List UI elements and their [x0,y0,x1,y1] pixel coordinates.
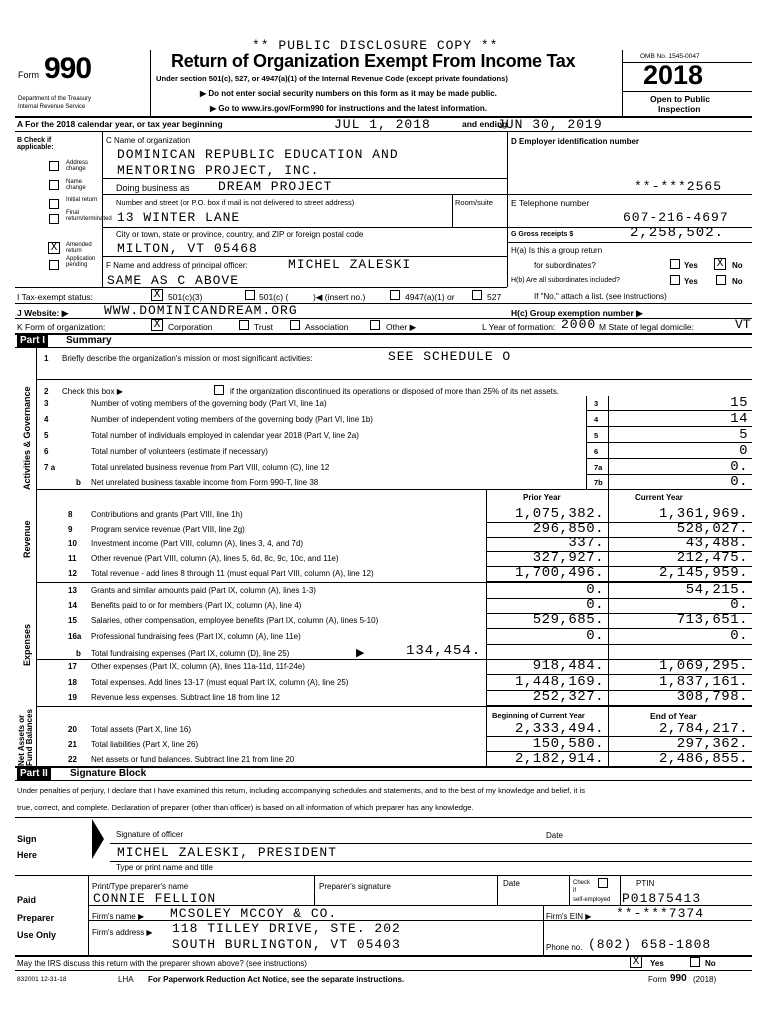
state-of-domicile-label: M State of legal domicile: [599,322,694,332]
expense-line-number: 13 [68,586,77,595]
ein-value: **-***2565 [634,179,723,194]
gov-line-box: 6 [594,447,599,456]
activities-governance-side-label: Activities & Governance [22,386,32,490]
group-return-label: H(a) Is this a group return [511,246,603,255]
revenue-line-label: Other revenue (Part VIII, column (A), lines 5, 6d, 8c, 9c, 10c, and 11e) [91,554,339,563]
form-of-organization-label: K Form of organization: [17,322,106,332]
firm-address-label: Firm's address ▶ [92,928,153,937]
preparer-sig-divider [497,875,498,905]
dba-rule [102,194,507,195]
type-name-label: Type or print name and title [116,863,213,872]
tax-year-begin: JUL 1, 2018 [334,117,431,132]
line-1-rule [36,379,752,380]
status-527-checkbox[interactable] [472,290,482,300]
revenue-side-label: Revenue [22,520,32,558]
instructions-notice: ▶ Go to www.irs.gov/Form990 for instructions and the latest information. [210,104,487,113]
gross-receipts-value: 2,258,502. [630,225,725,241]
expense-line-number: 16a [68,632,82,641]
sign-block-rule [15,875,752,876]
form-subtitle: Under section 501(c), 527, or 4947(a)(1) of the Internal Revenue Code (except private foundations) [156,74,508,83]
expense-line-rule [486,598,752,599]
net-assets-prior-value: 2,182,914. [514,751,604,767]
revenue-current-value: 528,027. [676,521,748,537]
net-assets-line-label: Net assets or fund balances. Subtract line 21 from line 20 [91,755,295,764]
expense-prior-value: 918,484. [532,658,604,674]
gov-line-rule [586,410,752,411]
amended-return-checkbox[interactable]: X [48,242,60,254]
initial-return-checkbox[interactable] [49,199,59,209]
revenue-prior-value: 337. [568,535,604,551]
expense-line-label: Total expenses. Add lines 13-17 (must equal Part IX, column (A), line 25) [91,678,349,687]
street-rule [102,227,507,228]
status-501c3-checkbox[interactable]: X [151,289,163,301]
department-line-1: Department of the Treasury [18,96,92,102]
officer-name-title: MICHEL ZALESKI, PRESIDENT [117,845,338,860]
firm-phone: (802) 658-1808 [588,937,712,952]
net-assets-current-value: 297,362. [676,736,748,752]
phone-value: 607-216-4697 [623,210,729,225]
footer-form-number: 990 [670,973,687,984]
irs-discuss-yes-checkbox[interactable]: X [630,956,642,968]
revenue-current-value: 43,488. [685,535,748,551]
line-16b-rule [36,659,752,660]
name-change-checkbox[interactable] [49,180,59,190]
line-2-number: 2 [44,387,49,396]
sign-here-arrow-icon [92,819,106,873]
net-assets-line-number: 20 [68,725,77,734]
if-label: if [573,888,576,894]
gov-line-value: 14 [730,411,748,427]
gov-line-label: Total number of volunteers (estimate if necessary) [91,447,268,456]
firm-name-label: Firm's name ▶ [92,912,145,921]
gov-line-value: 0. [730,459,748,475]
subordinates-yes-label: Yes [684,277,698,286]
expense-prior-value: 252,327. [532,689,604,705]
net-assets-line-number: 21 [68,740,77,749]
preparer-date-label: Date [503,879,520,888]
city-value: MILTON, VT 05468 [117,241,258,256]
self-employed-checkbox[interactable] [598,878,608,888]
preparer-signature-label: Preparer's signature [319,882,391,891]
expense-prior-value: 0. [586,582,604,598]
expense-line-label: Salaries, other compensation, employee benefits (Part IX, column (A), lines 5-10) [91,616,379,625]
line-k-rule [15,333,752,335]
preparer-left-divider [88,875,89,955]
net-assets-line-label: Total liabilities (Part X, line 26) [91,740,199,749]
part-2-rule [15,780,752,781]
name-change-label: Name change [66,179,86,191]
officer-name-line [110,861,752,862]
gov-line-value: 5 [739,427,748,443]
status-insert-no-label: )◀ (insert no.) [313,292,366,302]
revenue-prior-value: 1,075,382. [514,506,604,522]
part-1-title: Summary [66,335,112,346]
gov-line-number: 6 [44,447,49,456]
form-title: Return of Organization Exempt From Income Tax [171,51,576,71]
line-2-description: if the organization discontinued its operations or disposed of more than 25% of its net assets. [230,387,560,396]
status-501c-checkbox[interactable] [245,290,255,300]
inspection: Inspection [658,104,701,114]
and-ending-label: and ending [462,119,508,129]
line-16b-arrow: ▶ [356,647,365,659]
street-label: Number and street (or P.O. box if mail is not delivered to street address) [116,198,355,207]
line-16b-number: b [76,649,81,658]
revenue-prior-value: 327,927. [532,550,604,566]
line-1-label: Briefly describe the organization's mission or most significant activities: [62,354,313,363]
preparer-name: CONNIE FELLION [93,891,217,906]
irs-discuss-question: May the IRS discuss this return with the preparer shown above? (see instructions) [17,959,307,968]
revenue-line-label: Contributions and grants (Part VIII, line 1h) [91,510,243,519]
final-return-checkbox[interactable] [49,214,59,224]
revenue-bottom-rule [36,582,752,583]
status-527-label: 527 [487,292,502,302]
line-1-number: 1 [44,354,49,363]
revenue-line-number: 8 [68,510,73,519]
revenue-line-number: 9 [68,525,73,534]
subordinates-note: If "No," attach a list. (see instructions) [534,292,667,301]
expense-current-value: 1,069,295. [658,658,748,674]
expense-line-number: 19 [68,693,77,702]
website-value[interactable]: WWW.DOMINICANDREAM.ORG [104,303,298,318]
tax-year-end: JUN 30, 2019 [497,117,603,132]
footer-form-label: Form [648,975,667,984]
line-16b-label: Total fundraising expenses (Part IX, column (D), line 25) [91,649,290,658]
group-exemption-label: H(c) Group exemption number ▶ [511,308,643,318]
year-rule [622,91,752,92]
org-name-line-1: DOMINICAN REPUBLIC EDUCATION AND [117,147,399,162]
firm-phone-label: Phone no. [546,943,583,952]
omb-number: OMB No. 1545-0047 [640,53,700,60]
other-org-checkbox[interactable] [370,320,380,330]
year-of-formation-label: L Year of formation: [482,322,556,332]
form-code: 832001 12-31-18 [17,976,67,983]
gov-line-value: 15 [730,395,748,411]
association-label: Association [305,322,349,332]
expense-line-label: Other expenses (Part IX, column (A), lines 11a-11d, 11f-24e) [91,662,305,671]
gov-line-rule [586,458,752,459]
subordinates-yes-checkbox[interactable] [670,275,680,285]
part-2-title: Signature Block [70,768,147,779]
sign-label: Sign [17,834,37,844]
revenue-line-label: Total revenue - add lines 8 through 11 (must equal Part VIII, column (A), line 12) [91,569,374,578]
revenue-prior-value: 296,850. [532,521,604,537]
expense-line-label: Professional fundraising fees (Part IX, column (A), line 11e) [91,632,301,641]
group-return-yes-checkbox[interactable] [670,259,680,269]
use-only-label: Use Only [17,930,57,940]
group-return-yes-label: Yes [684,261,698,270]
box-b-label: B Check if applicable: [17,137,54,151]
address-change-checkbox[interactable] [49,161,59,171]
check-label: Check [573,880,591,886]
address-change-label: Address change [66,160,89,172]
year-of-formation-value: 2000 [561,317,597,332]
header-divider-left [150,50,151,117]
gov-line-number: 7 a [44,463,56,472]
part-1-label: Part I [17,335,48,347]
expense-line-number: 18 [68,678,77,687]
expense-line-rule [486,628,752,629]
perjury-rule [15,817,752,818]
principal-officer-name: MICHEL ZALESKI [288,257,412,272]
state-of-domicile-value: VT [735,317,751,332]
revenue-line-number: 11 [68,554,77,563]
paperwork-notice: For Paperwork Reduction Act Notice, see the separate instructions. [148,975,405,984]
department-line-2: Internal Revenue Service [18,104,86,110]
current-year-header: Current Year [635,493,683,502]
firm-ein: **-***7374 [616,906,705,921]
box-d-divider [507,131,508,287]
expense-line-number: 15 [68,616,77,625]
line-i-top-rule [15,287,507,288]
irs-discuss-no-checkbox[interactable] [690,957,700,967]
ein-label: D Employer identification number [511,137,640,146]
gov-line-box: 5 [594,431,599,440]
preparer-ptin: P01875413 [622,891,702,906]
gross-rule [507,242,752,243]
firm-ein-divider [543,905,544,955]
tax-year: 2018 [643,60,704,90]
preparer-name-label: Print/Type preparer's name [92,882,189,891]
gov-line-box: 4 [594,415,599,424]
firm-ein-label: Firm's EIN ▶ [546,912,592,921]
side-label-divider [36,347,37,766]
here-label: Here [17,850,38,860]
net-assets-line-number: 22 [68,755,77,764]
public-disclosure-copy: ** PUBLIC DISCLOSURE COPY ** [252,38,499,53]
part-1-rule [15,347,752,348]
initial-return-label: Initial return [66,197,98,203]
firm-address-line-1: 118 TILLEY DRIVE, STE. 202 [172,921,401,936]
line-a-rule [15,131,752,132]
revenue-line-number: 10 [68,539,77,548]
expense-current-value: 713,651. [676,612,748,628]
expense-current-value: 308,798. [676,689,748,705]
gov-line-label: Net unrelated business taxable income from Form 990-T, line 38 [91,478,319,487]
perjury-statement-line-1: Under penalties of perjury, I declare that I have examined this return, including accompanying schedules and statements, and to the best of my knowledge and belief, it is [17,786,586,795]
prior-year-header: Prior Year [523,493,561,502]
paid-label: Paid [17,895,37,905]
line-a-label: A For the 2018 calendar year, or tax year beginning [17,119,223,129]
expense-line-label: Benefits paid to or for members (Part IX, column (A), line 4) [91,601,302,610]
association-checkbox[interactable] [290,320,300,330]
end-of-year-header: End of Year [650,711,697,721]
line-1-mission: SEE SCHEDULE O [388,349,512,364]
room-suite-label: Room/suite [455,198,493,207]
gov-line-box: 7b [594,478,603,487]
gov-line-number: 3 [44,399,49,408]
dba-label: Doing business as [116,183,190,193]
status-501c-label: 501(c) ( [259,292,289,302]
self-employed-label: self-employed [573,897,611,903]
status-501c3-label: 501(c)(3) [168,292,203,302]
application-pending-label: Application pending [66,256,96,268]
signature-date-label: Date [546,831,563,840]
corporation-label: Corporation [168,322,213,332]
revenue-prior-value: 1,700,496. [514,565,604,581]
gov-line-number: b [76,478,81,487]
ein-rule [507,194,752,195]
trust-checkbox[interactable] [239,320,249,330]
open-to-public: Open to Public [650,94,710,104]
subordinates-included-label: H(b) Are all subordinates included? [511,277,620,284]
irs-discuss-yes-label: Yes [650,959,664,968]
gov-line-box: 3 [594,399,599,408]
expense-prior-value: 1,448,169. [514,674,604,690]
phone-label: E Telephone number [511,198,590,208]
expense-prior-value: 529,685. [532,612,604,628]
expense-line-label: Grants and similar amounts paid (Part IX, column (A), lines 1-3) [91,586,316,595]
preparer-name-divider [314,875,315,905]
expense-current-value: 1,837,161. [658,674,748,690]
lha-label: LHA [118,975,134,984]
beginning-of-year-header: Beginning of Current Year [492,711,585,720]
other-org-label: Other ▶ [386,322,417,332]
perjury-statement-line-2: true, correct, and complete. Declaration of preparer (other than officer) is based on all information of which preparer has any knowledge. [17,803,474,812]
revenue-current-value: 1,361,969. [658,506,748,522]
preparer-date-divider [569,875,570,905]
irs-discuss-no-label: No [705,959,716,968]
gov-line-box: 7a [594,463,603,472]
expense-current-value: 54,215. [685,582,748,598]
expense-line-rule [486,644,752,645]
revenue-line-label: Program service revenue (Part VIII, line 2g) [91,525,245,534]
expense-current-value: 0. [730,628,748,644]
net-assets-side-label: Net Assets or Fund Balances [17,709,34,766]
expense-current-value: 0. [730,597,748,613]
line-16b-value: 134,454. [406,643,482,659]
room-divider [452,194,453,228]
signature-line[interactable] [110,843,752,844]
gov-line-label: Number of independent voting members of the governing body (Part VI, line 1b) [91,415,373,424]
gov-line-label: Number of voting members of the governing body (Part VI, line 1a) [91,399,327,408]
group-return-no-label: No [732,261,743,270]
revenue-line-label: Investment income (Part VIII, column (A), lines 3, 4, and 7d) [91,539,304,548]
governance-bottom-rule [36,489,752,490]
gov-line-rule [586,442,752,443]
form-word: Form [18,70,39,80]
firm-address-line-2: SOUTH BURLINGTON, VT 05403 [172,937,401,952]
subordinates-no-checkbox[interactable] [716,275,726,285]
status-4947-checkbox[interactable] [390,290,400,300]
net-assets-prior-value: 150,580. [532,736,604,752]
gov-line-number: 4 [44,415,49,424]
amended-return-label: Amended return [66,242,92,254]
gov-line-rule [586,426,752,427]
gov-line-label: Total unrelated business revenue from Part VIII, column (C), line 12 [91,463,330,472]
expense-line-number: 14 [68,601,77,610]
line-2-label: Check this box ▶ [62,387,123,396]
line-j-rule [15,318,752,319]
expense-line-label: Revenue less expenses. Subtract line 18 from line 12 [91,693,280,702]
footer-form-year: (2018) [693,975,717,984]
ptin-divider [620,875,621,905]
expense-prior-value: 0. [586,597,604,613]
group-return-no-checkbox[interactable]: X [714,258,726,270]
net-assets-current-value: 2,784,217. [658,721,748,737]
expense-prior-value: 0. [586,628,604,644]
dba-value: DREAM PROJECT [218,179,333,194]
tax-exempt-status-label: I Tax-exempt status: [17,292,93,302]
org-name-line-2: MENTORING PROJECT, INC. [117,163,320,178]
website-label: J Website: ▶ [17,308,69,318]
net-assets-prior-value: 2,333,494. [514,721,604,737]
expenses-bottom-rule [36,706,752,707]
header-divider-right [622,50,623,117]
gov-line-rule [586,474,752,475]
gov-line-value: 0. [730,474,748,490]
footer-rule [15,970,752,971]
for-subordinates-label: for subordinates? [534,261,596,270]
street-value: 13 WINTER LANE [117,210,241,225]
box-b-divider [102,131,103,287]
final-return-label: Final return/terminated [66,210,112,222]
principal-officer-label: F Name and address of principal officer: [106,261,248,270]
expense-line-number: 17 [68,662,77,671]
net-assets-line-label: Total assets (Part X, line 16) [91,725,192,734]
part-2-label: Part II [17,768,51,780]
principal-officer-address: SAME AS C ABOVE [107,273,240,288]
form-number: 990 [44,52,92,85]
signature-officer-label: Signature of officer [116,830,184,839]
net-assets-current-value: 2,486,855. [658,751,748,767]
trust-label: Trust [254,322,274,332]
subordinates-no-label: No [732,277,743,286]
revenue-current-value: 2,145,959. [658,565,748,581]
corporation-checkbox[interactable]: X [151,319,163,331]
org-name-label: C Name of organization [106,136,191,145]
gov-line-label: Total number of individuals employed in calendar year 2018 (Part V, line 2a) [91,431,359,440]
preparer-label: Preparer [17,913,55,923]
application-pending-checkbox[interactable] [49,260,59,270]
ptin-label: PTIN [636,879,655,888]
ssn-notice: ▶ Do not enter social security numbers on this form as it may be made public. [200,89,497,98]
revenue-line-number: 12 [68,569,77,578]
gov-line-value: 0 [739,443,748,459]
expenses-side-label: Expenses [22,623,32,666]
gov-line-number: 5 [44,431,49,440]
gov-box-right [608,396,609,489]
gov-box-left [586,396,587,489]
discontinued-operations-checkbox[interactable] [214,385,224,395]
status-4947-label: 4947(a)(1) or [405,292,455,302]
city-label: City or town, state or province, country, and ZIP or foreign postal code [116,230,364,239]
gross-receipts-label: G Gross receipts $ [511,231,574,238]
firm-name: MCSOLEY MCCOY & CO. [170,906,338,921]
revenue-current-value: 212,475. [676,550,748,566]
